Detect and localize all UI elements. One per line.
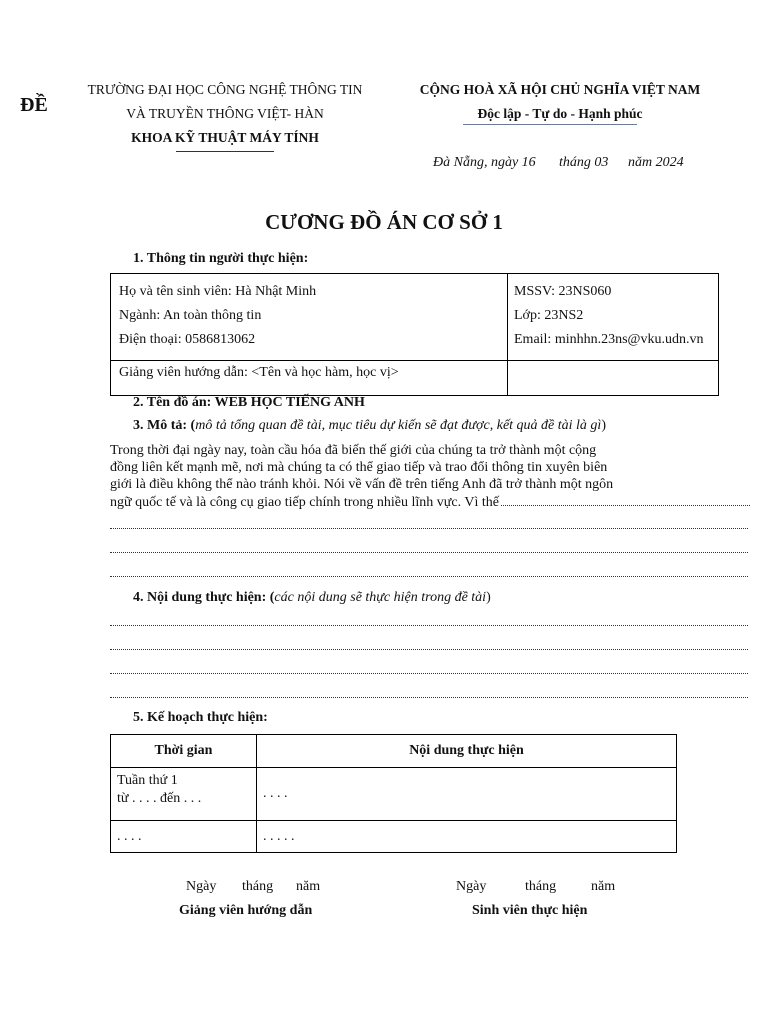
student-class: Lớp: 23NS2 bbox=[514, 308, 584, 323]
section4-hint-close: ) bbox=[486, 590, 491, 605]
faculty-underline bbox=[176, 151, 274, 152]
right-sign-year: năm bbox=[591, 879, 616, 894]
right-sign-day: Ngày bbox=[456, 879, 487, 894]
right-sign-month: tháng bbox=[525, 879, 557, 894]
content-dotted-line bbox=[110, 625, 748, 626]
description-line: giới là điều không thể nào tránh khỏi. Nói về vấn đề trên tiếng Anh đã trở thành một ngôn bbox=[110, 477, 614, 492]
student-phone: Điện thoại: 0586813062 bbox=[119, 332, 256, 347]
faculty-name: KHOA KỸ THUẬT MÁY TÍNH bbox=[131, 130, 319, 145]
plan-row2-content: . . . . . bbox=[257, 821, 677, 853]
student-signature-title: Sinh viên thực hiện bbox=[472, 903, 588, 918]
plan-header-time: Thời gian bbox=[111, 735, 257, 768]
section4-hint: các nội dung sẽ thực hiện trong đề tài bbox=[274, 590, 487, 605]
description-dotted-line bbox=[110, 528, 748, 529]
student-name: Họ và tên sinh viên: Hà Nhật Minh bbox=[119, 284, 317, 299]
plan-table bbox=[110, 734, 677, 853]
national-title: CỘNG HOÀ XÃ HỘI CHỦ NGHĨA VIỆT NAM bbox=[419, 82, 701, 97]
student-info-left-cell bbox=[111, 274, 508, 361]
section2-heading bbox=[133, 395, 365, 411]
description-line: ngữ quốc tế và là công cụ giao tiếp chính trong nhiều lĩnh vực. Vì thế bbox=[110, 495, 499, 510]
description-line: đồng liên kết mạnh mẽ, nơi mà chúng ta có thể giao tiếp và trao đổi thông tin xuyên biên bbox=[110, 460, 608, 475]
national-motto: Độc lập - Tự do - Hạnh phúc bbox=[477, 106, 643, 121]
left-sign-day: Ngày bbox=[186, 879, 217, 894]
student-email: Email: minhhn.23ns@vku.udn.vn bbox=[514, 332, 704, 347]
plan-row1-content: . . . . bbox=[257, 768, 677, 821]
student-major: Ngành: An toàn thông tin bbox=[119, 308, 262, 323]
document-title: CƯƠNG ĐỒ ÁN CƠ SỞ 1 bbox=[265, 210, 503, 234]
plan-header-content: Nội dung thực hiện bbox=[257, 735, 677, 768]
section4-heading bbox=[133, 590, 491, 606]
content-dotted-line bbox=[110, 697, 748, 698]
advisor-signature-title: Giảng viên hướng dẫn bbox=[179, 903, 313, 918]
description-paragraph bbox=[110, 442, 750, 511]
plan-row1-range: từ . . . . đến . . . bbox=[117, 791, 202, 806]
section3-hint: mô tả tổng quan đề tài, mục tiêu dự kiến sẽ đạt được, kết quả đề tài là gì bbox=[195, 418, 602, 433]
description-line-with-dots bbox=[110, 493, 750, 511]
student-info-right-cell bbox=[508, 274, 719, 361]
plan-row2-time: . . . . bbox=[111, 821, 257, 853]
description-dotted-line bbox=[110, 552, 748, 553]
motto-underline bbox=[463, 124, 637, 125]
section5-heading: 5. Kế hoạch thực hiện: bbox=[133, 710, 268, 725]
project-name: WEB HỌC TIẾNG ANH bbox=[214, 395, 365, 410]
advisor-empty-cell bbox=[508, 361, 719, 396]
date-month: tháng 03 bbox=[559, 155, 609, 170]
university-name-line2: VÀ TRUYỀN THÔNG VIỆT- HÀN bbox=[126, 106, 324, 121]
description-line: Trong thời đại ngày nay, toàn cầu hóa đã biến thế giới của chúng ta trở thành một cộng bbox=[110, 443, 597, 458]
advisor-cell bbox=[111, 361, 508, 396]
university-name-line1: TRƯỜNG ĐẠI HỌC CÔNG NGHỆ THÔNG TIN bbox=[87, 82, 363, 97]
section2-label: 2. Tên đồ án: bbox=[133, 395, 215, 410]
section4-label: 4. Nội dung thực hiện: ( bbox=[133, 590, 275, 605]
plan-row1-time: Tuần thứ 1 bbox=[117, 773, 178, 788]
date-year: năm 2024 bbox=[628, 155, 684, 170]
description-fill-dots bbox=[501, 493, 750, 506]
left-sign-month: tháng bbox=[242, 879, 274, 894]
student-id: MSSV: 23NS060 bbox=[514, 284, 612, 299]
section3-heading bbox=[133, 418, 606, 434]
date-day: Đà Nẵng, ngày 16 bbox=[433, 155, 536, 170]
section3-label: 3. Mô tả: ( bbox=[133, 418, 196, 433]
corner-mark: ĐỀ bbox=[20, 94, 48, 116]
content-dotted-line bbox=[110, 649, 748, 650]
section1-heading: 1. Thông tin người thực hiện: bbox=[133, 251, 309, 266]
advisor-field: Giảng viên hướng dẫn: <Tên và học hàm, học vị> bbox=[119, 365, 399, 380]
description-dotted-line bbox=[110, 576, 748, 577]
student-info-table bbox=[110, 273, 719, 396]
plan-row1-time-cell bbox=[111, 768, 257, 821]
content-dotted-line bbox=[110, 673, 748, 674]
section3-hint-close: ) bbox=[601, 418, 606, 433]
left-sign-year: năm bbox=[296, 879, 321, 894]
